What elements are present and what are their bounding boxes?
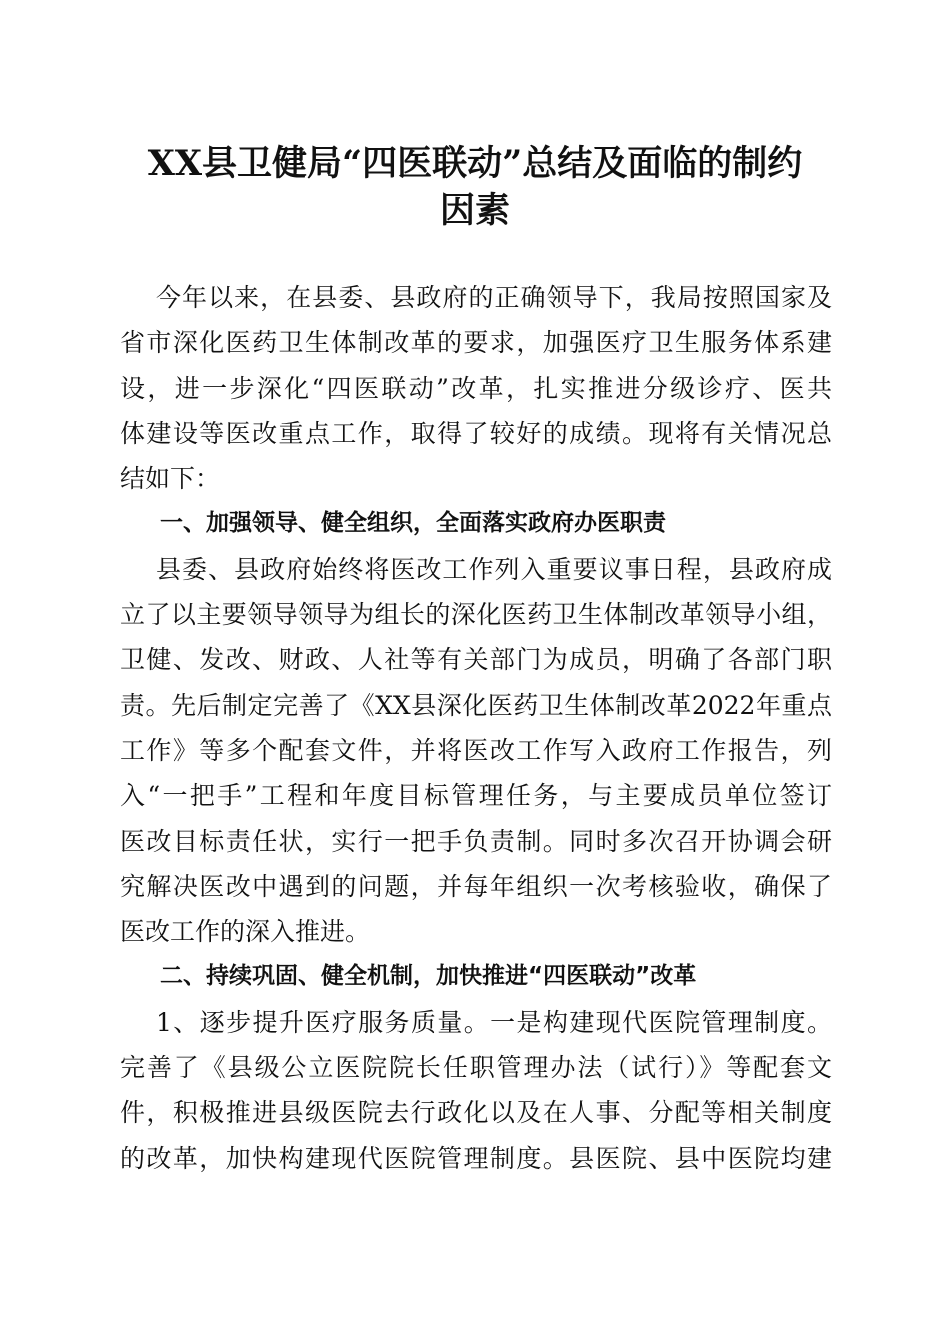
paragraph-line: 县委、县政府始终将医改工作列入重要议事日程，县政府成	[156, 554, 832, 584]
paragraph-line: 的改革，加快构建现代医院管理制度。县医院、县中医院均建	[120, 1143, 832, 1173]
paragraph-line: 医改工作的深入推进。	[120, 917, 371, 947]
paragraph-line: 卫健、发改、财政、人社等有关部门为成员，明确了各部门职	[120, 645, 832, 675]
document-body	[120, 275, 832, 1181]
paragraph-line: 省市深化医药卫生体制改革的要求，加强医疗卫生服务体系建	[120, 328, 832, 358]
title-line: XX县卫健局“四医联动”总结及面临的制约	[147, 143, 803, 184]
paragraph-line: 责。先后制定完善了《XX县深化医药卫生体制改革2022年重点	[120, 690, 832, 720]
paragraph-line: 件，积极推进县级医院去行政化以及在人事、分配等相关制度	[120, 1098, 832, 1128]
section-heading: 一、加强领导、健全组织，全面落实政府办医职责	[160, 510, 666, 537]
document-title	[100, 140, 850, 234]
paragraph-line: 医改目标责任状，实行一把手负责制。同时多次召开协调会研	[120, 826, 832, 856]
paragraph-line: 立了以主要领导领导为组长的深化医药卫生体制改革领导小组，	[120, 600, 832, 630]
paragraph-line: 1、逐步提升医疗服务质量。一是构建现代医院管理制度。	[156, 1007, 832, 1037]
title-line: 因素	[439, 190, 510, 231]
section-heading: 二、持续巩固、健全机制，加快推进“四医联动”改革	[160, 963, 697, 990]
paragraph-line: 体建设等医改重点工作，取得了较好的成绩。现将有关情况总	[120, 418, 832, 448]
paragraph-line: 结如下：	[120, 464, 221, 494]
paragraph-line: 工作》等多个配套文件，并将医改工作写入政府工作报告，列	[120, 735, 832, 765]
paragraph-line: 今年以来，在县委、县政府的正确领导下，我局按照国家及	[156, 283, 832, 312]
paragraph-line: 入“一把手”工程和年度目标管理任务，与主要成员单位签订	[120, 781, 832, 811]
paragraph-line: 完善了《县级公立医院院长任职管理办法（试行）》等配套文	[120, 1053, 832, 1083]
paragraph-line: 究解决医改中遇到的问题，并每年组织一次考核验收，确保了	[120, 871, 832, 901]
paragraph-line: 设，进一步深化“四医联动”改革，扎实推进分级诊疗、医共	[120, 373, 832, 403]
